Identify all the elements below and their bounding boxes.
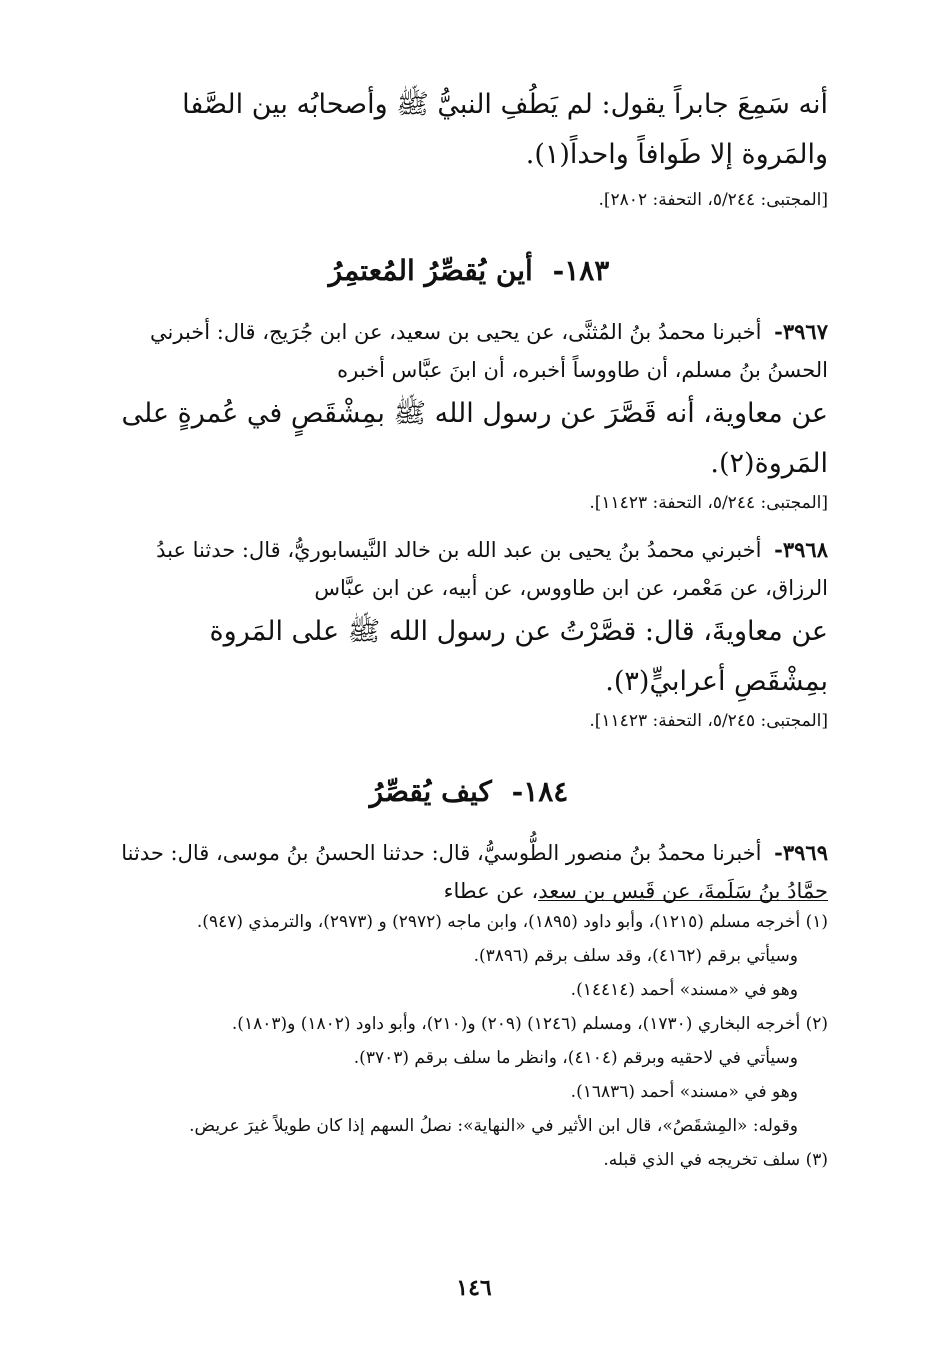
hadith-3968-reference: [المجتبى: ٥/٢٤٥، التحفة: ١١٤٢٣]. xyxy=(589,711,828,731)
hadith-3968-chain xyxy=(110,531,828,607)
intro-reference: [المجتبى: ٥/٢٤٤، التحفة: ٢٨٠٢]. xyxy=(598,190,828,210)
section-heading-184 xyxy=(110,775,828,808)
hadith-3968-text: عن معاويةَ، قال: قصَّرْتُ عن رسول الله ﷺ على المَروة بمِشْقَصِ أعرابيٍّ(٣). xyxy=(209,616,828,697)
section-number: ١٨٣- xyxy=(552,254,610,287)
footnote-line: وسيأتي في لاحقيه وبرقم (٤١٠٤)، وانظر ما سلف برقم (٣٧٠٣). xyxy=(353,1048,798,1068)
hadith-number: ٣٩٦٩- xyxy=(774,840,828,865)
footnote-line: وسيأتي برقم (٤١٦٢)، وقد سلف برقم (٣٨٩٦). xyxy=(473,946,798,966)
section-title: كيف يُقصِّرُ xyxy=(369,775,492,808)
hadith-number: ٣٩٦٨- xyxy=(774,537,828,562)
page-number: ١٤٦ xyxy=(456,1275,492,1301)
footnote-line: وهو في «مسند» أحمد (١٤٤١٤). xyxy=(570,980,798,1000)
hadith-3969-chain xyxy=(110,834,828,910)
footnote-divider xyxy=(538,900,828,901)
section-title: أين يُقصِّرُ المُعتمِرُ xyxy=(328,254,533,287)
intro-text: أنه سَمِعَ جابراً يقول: لم يَطُفِ النبيُّ ﷺ وأصحابُه بين الصَّفا والمَروة إلا طَوافاً واحداً(١). xyxy=(182,89,828,170)
footnotes xyxy=(110,905,828,1177)
main-text xyxy=(110,80,828,910)
hadith-3967-reference: [المجتبى: ٥/٢٤٤، التحفة: ١١٤٢٣]. xyxy=(589,493,828,513)
hadith-3967-text: عن معاوية، أنه قَصَّرَ عن رسول الله ﷺ بمِشْقَصٍ في عُمرةٍ على المَروة(٢). xyxy=(121,398,828,479)
footnote-line: (٣) سلف تخريجه في الذي قبله. xyxy=(603,1150,828,1170)
section-heading-183 xyxy=(110,254,828,287)
footnote-line: (٢) أخرجه البخاري (١٧٣٠)، ومسلم (١٢٤٦) (٢٠٩) و(٢١٠)، وأبو داود (١٨٠٢) و(١٨٠٣). xyxy=(231,1014,828,1034)
hadith-number: ٣٩٦٧- xyxy=(774,319,828,344)
hadith-chain-text: أخبرنا محمدُ بنُ منصور الطُّوسيُّ، قال: حدثنا الحسنُ بنُ موسى، قال: حدثنا حمَّادُ بنُ سَلَمةَ، عن قَيس بن سعد، عن عطاء xyxy=(121,841,828,903)
section-number: ١٨٤- xyxy=(511,775,569,808)
footnote-line: (١) أخرجه مسلم (١٢١٥)، وأبو داود (١٨٩٥)، وابن ماجه (٢٩٧٢) و (٢٩٧٣)، والترمذي (٩٤٧). xyxy=(196,912,828,932)
hadith-chain-text: أخبرني محمدُ بنُ يحيى بن عبد الله بن خالد النَّيسابوريُّ، قال: حدثنا عبدُ الرزاق، عن مَعْمر، عن ابن طاووس، عن أبيه، عن ابن عبَّاس xyxy=(156,538,828,600)
footnote-line: وهو في «مسند» أحمد (١٦٨٣٦). xyxy=(570,1082,798,1102)
footnote-line: وقوله: «المِشقَصُ»، قال ابن الأثير في «النهاية»: نصلُ السهم إذا كان طويلاً غيرَ عريض. xyxy=(189,1116,798,1136)
hadith-chain-text: أخبرنا محمدُ بنُ المُثنَّى، عن يحيى بن سعيد، عن ابن جُرَيج، قال: أخبرني الحسنُ بنُ مسلم، أن طاووساً أخبره، أن ابنَ عبَّاس أخبره xyxy=(150,320,828,382)
hadith-3967-chain xyxy=(110,313,828,389)
